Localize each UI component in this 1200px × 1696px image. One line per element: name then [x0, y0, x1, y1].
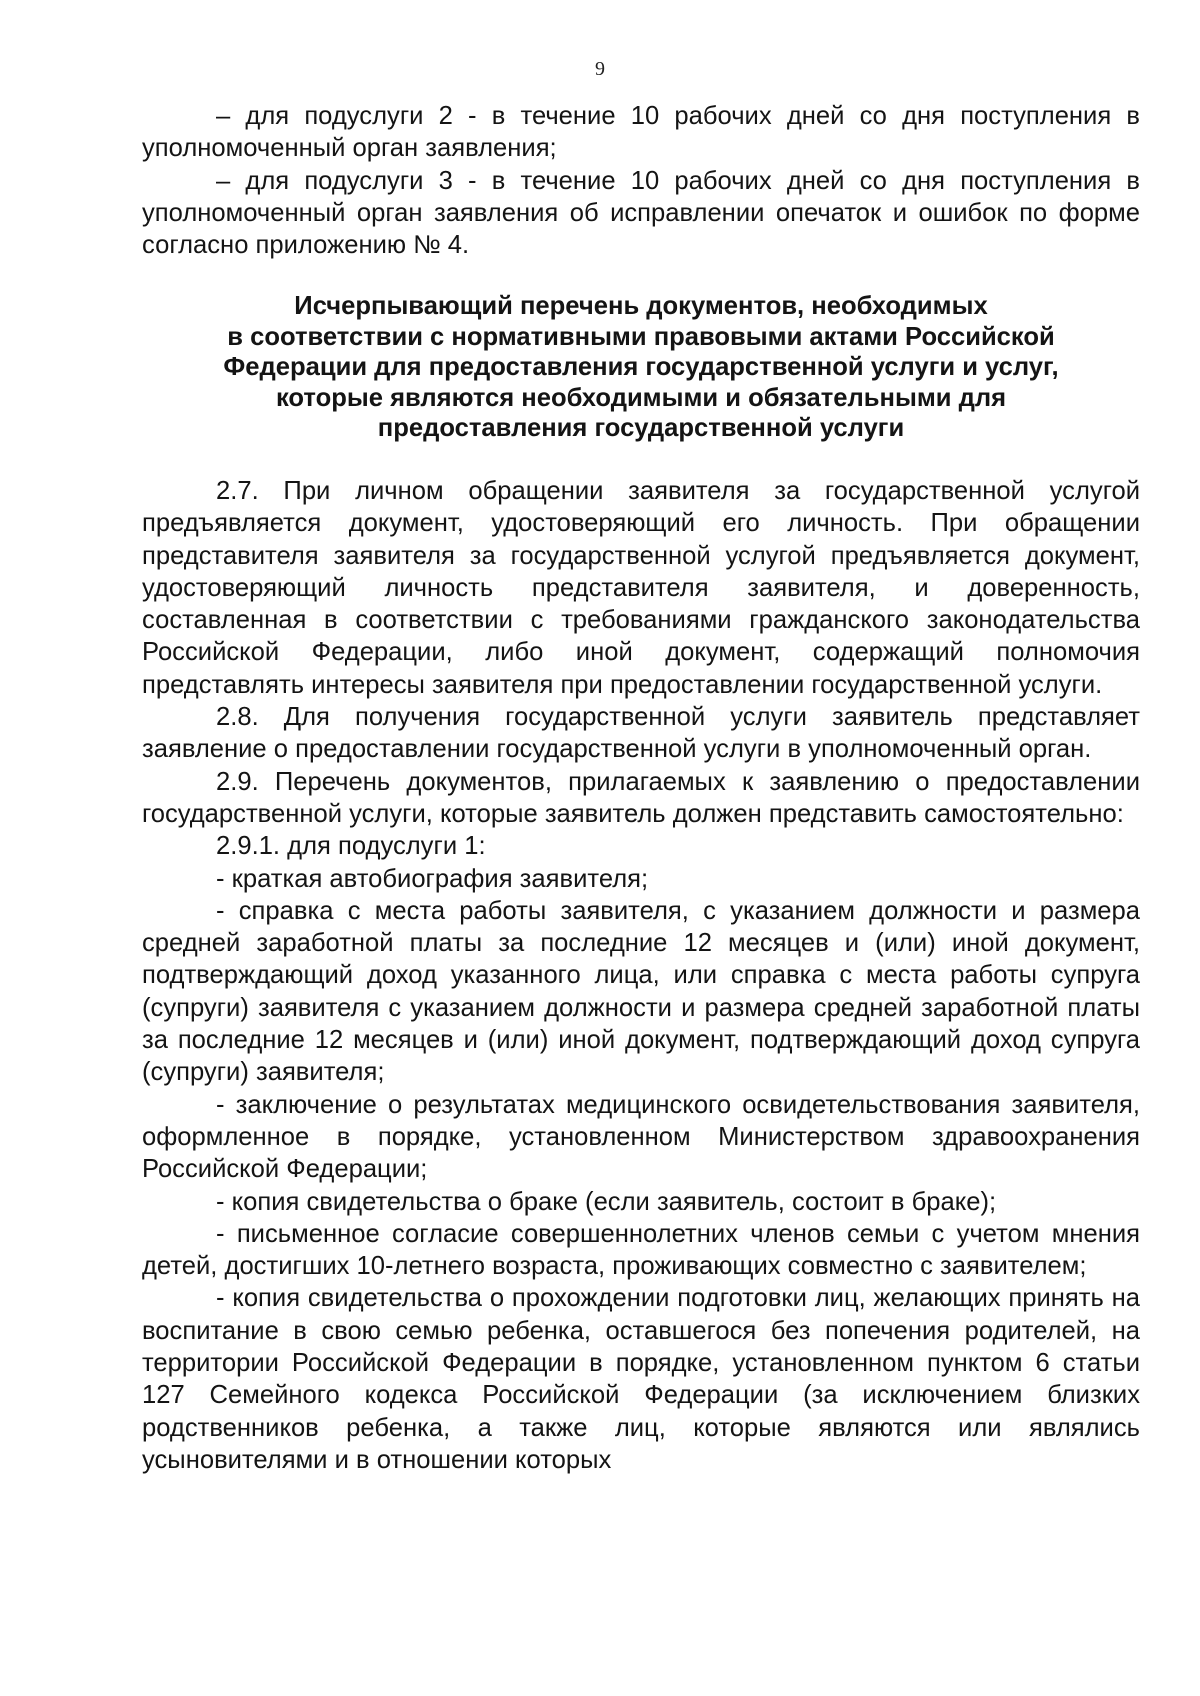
paragraph-2-8: 2.8. Для получения государственной услуги заявитель представляет заявление о предоставлении государственной услуги в уполномоченный орган. — [142, 703, 1140, 764]
heading-line: в соответствии с нормативными правовыми актами Российской — [227, 322, 1055, 351]
paragraph-2-9-1: 2.9.1. для подуслуги 1: — [216, 832, 486, 861]
page-number: 9 — [595, 58, 605, 80]
paragraph-2-9: 2.9. Перечень документов, прилагаемых к заявлению о предоставлении государственной услуги, которые заявитель должен представить самостоятельно: — [142, 767, 1140, 828]
list-item-marriage-certificate: - копия свидетельства о браке (если заявитель, состоит в браке); — [216, 1187, 997, 1216]
intro-paragraph-subservice-3: – для подуслуги 3 - в течение 10 рабочих дней со дня поступления в уполномоченный орган заявления об исправлении опечаток и ошибок по форме согласно приложению № 4. — [142, 166, 1140, 260]
list-item-income-certificate: - справка с места работы заявителя, с указанием должности и размера средней заработной платы за последние 12 месяцев и (или) иной документ, подтверждающий доход указанного лица, или справка с места работы супруга (супруги) заявителя с указанием должности и размера средней заработной платы за последние 12 месяцев и (или) иной документ, подтверждающий доход супруга (супруги) заявителя; — [142, 896, 1140, 1087]
list-item-medical-conclusion: - заключение о результатах медицинского освидетельствования заявителя, оформленное в порядке, установленном Министерством здравоохранения Российской Федерации; — [142, 1090, 1140, 1184]
list-item-family-consent: - письменное согласие совершеннолетних членов семьи с учетом мнения детей, достигших 10-летнего возраста, проживающих совместно с заявителем; — [142, 1219, 1140, 1281]
intro-paragraph-subservice-2: – для подуслуги 2 - в течение 10 рабочих дней со дня поступления в уполномоченный орган заявления; — [142, 102, 1140, 163]
document-body — [142, 100, 1140, 1476]
heading-line: Федерации для предоставления государственной услуги и услуг, — [223, 353, 1059, 382]
list-item-autobiography: - краткая автобиография заявителя; — [216, 864, 649, 893]
heading-line: предоставления государственной услуги — [377, 414, 905, 443]
section-heading — [142, 291, 1140, 444]
heading-line: Исчерпывающий перечень документов, необходимых — [294, 292, 988, 321]
paragraph-2-7: 2.7. При личном обращении заявителя за государственной услугой предъявляется документ, удостоверяющий его личность. При обращении представителя заявителя за государственной услугой предъявляется документ, удостоверяющий личность представителя заявителя, и доверенность, составленная в соответствии с требованиями гражданского законодательства Российской Федерации, либо иной документ, содержащий полномочия представлять интересы заявителя при предоставлении государственной услуги. — [142, 476, 1140, 699]
heading-line: которые являются необходимыми и обязательными для — [275, 383, 1007, 412]
list-item-training-certificate: - копия свидетельства о прохождении подготовки лиц, желающих принять на воспитание в свою семью ребенка, оставшегося без попечения родителей, на территории Российской Федерации в порядке, установленном пунктом 6 статьи 127 Семейного кодекса Российской Федерации (за исключением близких родственников ребенка, а также лиц, которые являются или являлись усыновителями и в отношении которых — [142, 1284, 1140, 1474]
